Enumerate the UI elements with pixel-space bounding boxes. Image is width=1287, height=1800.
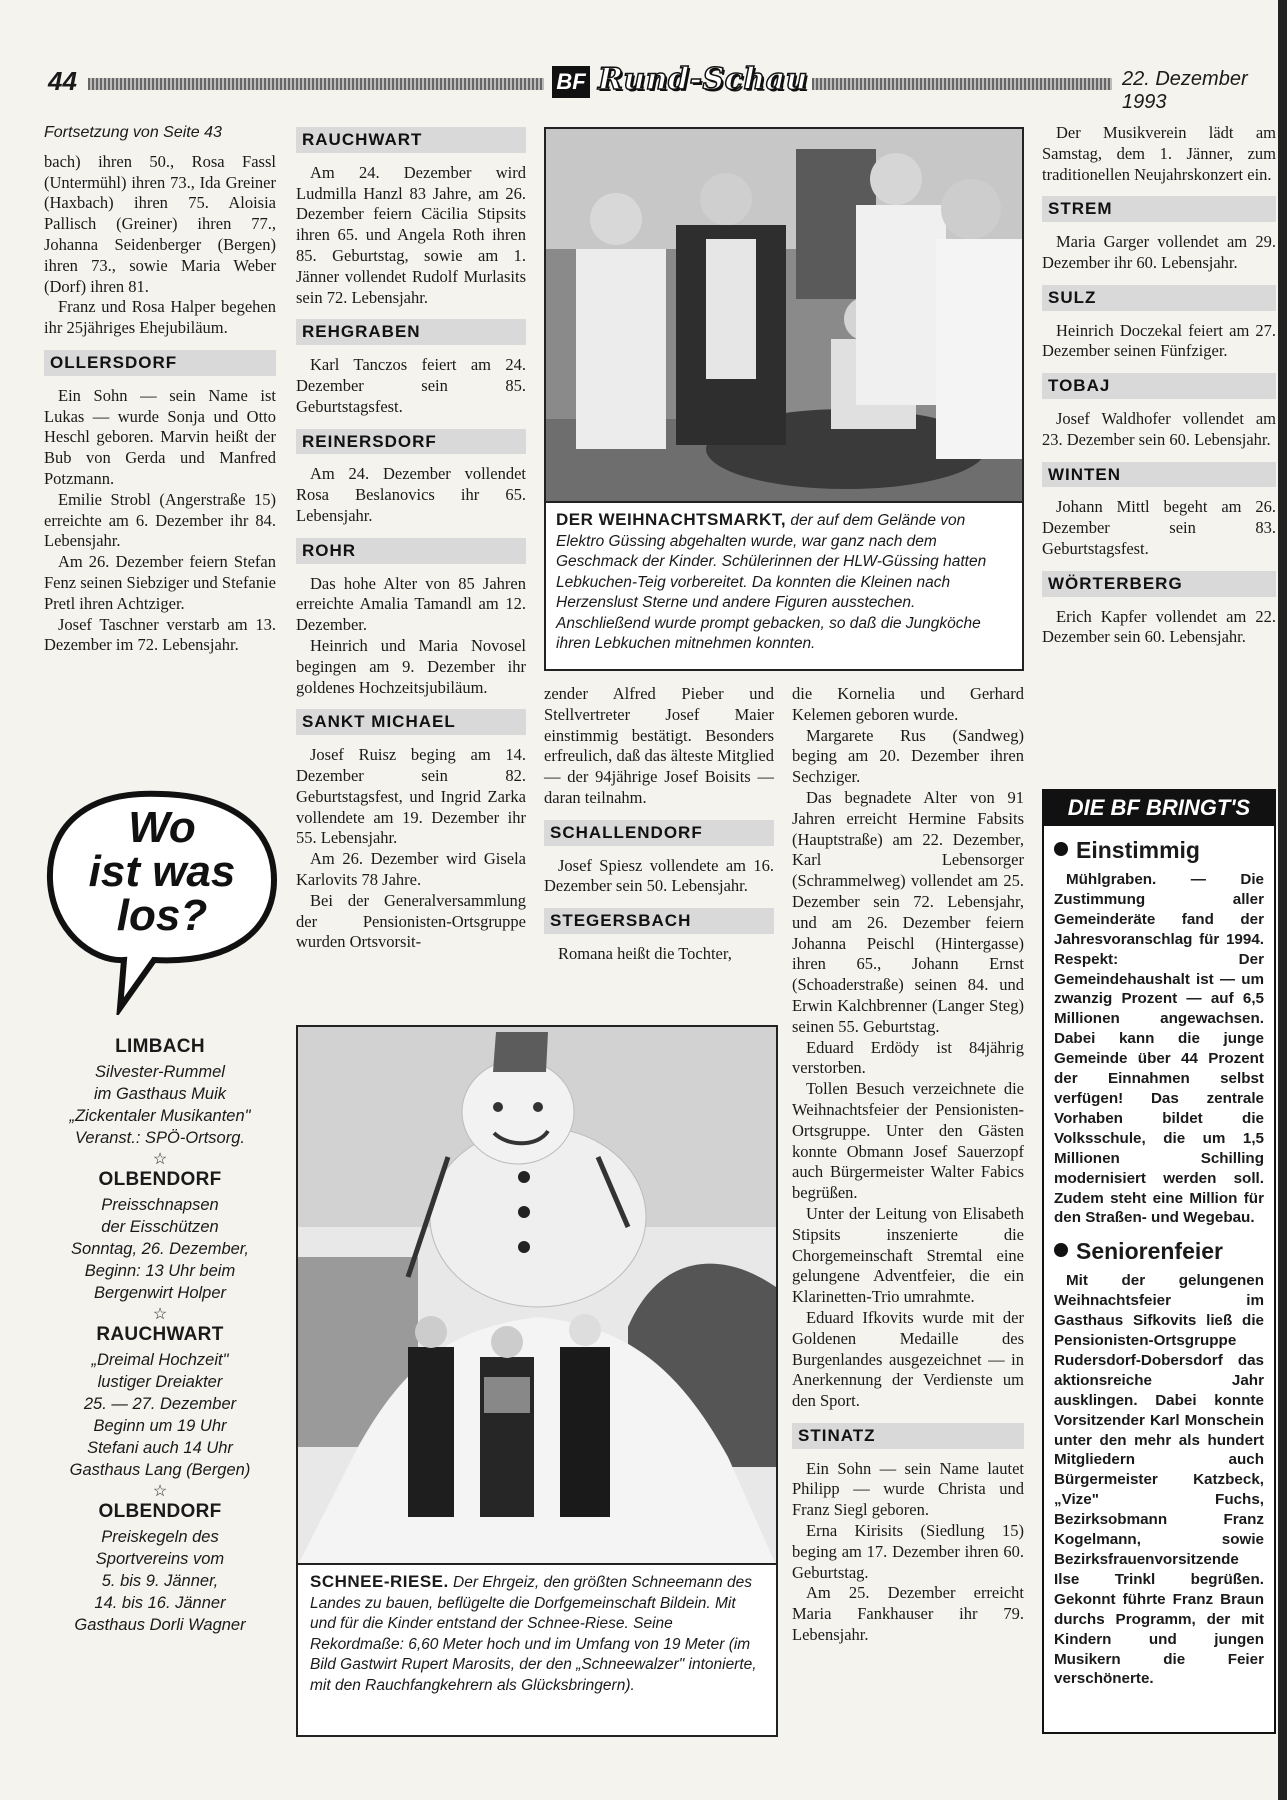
event-line: Sportvereins vom xyxy=(95,1550,225,1568)
article-text: Heinrich Doczekal feiert am 27. Dezember seinen Fünfziger. xyxy=(1042,320,1276,361)
article-text: Unter der Leitung von Elisabeth Stipsits inszenierte die Chorgemeinschaft Stremtal eine gelungene Adventfeier, die ein Klarinetten-Trio umrahmte. xyxy=(792,1203,1024,1307)
section-heading-strem: STREM xyxy=(1042,196,1276,222)
column-1 xyxy=(44,123,276,656)
article-text: Romana heißt die Tochter, xyxy=(558,943,732,963)
article-text: Franz und Rosa Halper begehen ihr 25jähriges Ehejubiläum. xyxy=(44,297,276,338)
photo-snowman-icon xyxy=(298,1027,776,1565)
event-item xyxy=(44,1169,276,1304)
event-line: Beginn um 19 Uhr xyxy=(93,1417,227,1435)
photo-image xyxy=(546,129,1022,503)
photo-image xyxy=(298,1027,776,1565)
column-2 xyxy=(296,119,526,953)
events-list xyxy=(44,1036,276,1636)
event-line: 14. bis 16. Jänner xyxy=(94,1594,226,1612)
article-text: Josef Ruisz beging am 14. Dezember sein 82. Geburtstagsfest, und Ingrid Zarka vollendete am 19. Dezember ihr 55. Lebensjahr. xyxy=(296,745,526,848)
article-text: bach) ihren 50., Rosa Fassl (Untermühl) ihren 73., Ida Greiner (Haxbach) ihren 75. Aloisia Pallisch (Greiner) ihren 77., Johanna Seidenberger (Bergen) ihren 73., sowie Maria Weber (Dorf) ihren 81. xyxy=(44,151,276,296)
event-line: im Gasthaus Muik xyxy=(93,1085,227,1103)
article-text: Am 25. Dezember erreicht Maria Fankhauser ihr 79. Lebensjahr. xyxy=(792,1583,1024,1645)
event-line: lustiger Dreiakter xyxy=(97,1373,223,1391)
article-text: Josef Waldhofer vollendet am 23. Dezember sein 60. Lebensjahr. xyxy=(1042,408,1276,449)
article-text: Ein Sohn — sein Name lautet Philipp — wurde Christa und Franz Siegl geboren. xyxy=(792,1458,1024,1520)
column-5 xyxy=(1042,123,1276,648)
page-header xyxy=(40,62,1280,113)
star-separator-icon: ☆ xyxy=(152,1151,168,1168)
photo-schnee-riese xyxy=(296,1025,778,1737)
box-item-head: Einstimmig xyxy=(1054,835,1264,865)
continuation-note: Fortsetzung von Seite 43 xyxy=(44,124,222,141)
article-text: Josef Taschner verstarb am 13. Dezember im 72. Lebensjahr. xyxy=(44,614,276,655)
caption-text: Der Ehrgeiz, den größten Schneemann des Landes zu bauen, beflügelte die Dorfgemeinschaft Bildein. Mit und für die Kinder entstand der Schnee-Riese. Seine Rekordmaße: 6,60 Meter hoch und im Umfang von 19 Meter (im Bild Gastwirt Rupert Marosits, der den „Schneewalzer" intonierte, mit den Rauchfangkehrern als Glücksbringern). xyxy=(310,1574,757,1694)
article-text: Maria Garger vollendet am 29. Dezember ihr 60. Lebensjahr. xyxy=(1042,232,1276,272)
event-line: Beginn: 13 Uhr beim xyxy=(84,1262,236,1280)
box-item-text: Mit der gelungenen Weihnachtsfeier im Gasthaus Sifkovits ließ die Pensionisten-Ortsgruppe Rudersdorf-Dobersdorf das aktionsreiche Jahr ausklingen. Dabei konnte Vorsitzender Karl Monschein unter den mehr als hundert Mitgliedern auch Bürgermeister Katzbeck, „Vize" Fuchs, Bezirksobmann Franz Kogelmann, sowie Bezirksfrauenvorsitzende Ilse Trinkl begrüßen. Gekonnt führte Franz Braun durchs Programm, der mit Kindern und jungen Musikern die Feier verschönerte. xyxy=(1054,1272,1264,1688)
article-text: Johann Mittl begeht am 26. Dezember sein 83. Geburtstagsfest. xyxy=(1042,497,1276,558)
event-line: Gasthaus Lang (Bergen) xyxy=(69,1461,251,1479)
event-place: OLBENDORF xyxy=(98,1501,222,1522)
box-title: DIE BF BRINGT'S xyxy=(1044,791,1274,826)
event-item xyxy=(44,1036,276,1149)
event-line: Preisschnapsen xyxy=(101,1196,219,1214)
event-item xyxy=(44,1501,276,1636)
article-text: Am 24. Dezember vollendet Rosa Beslanovics ihr 65. Lebensjahr. xyxy=(296,464,526,525)
article-text: Bei der Generalversammlung der Pensionisten-Ortsgruppe wurden Ortsvorsit- xyxy=(296,890,526,952)
event-line: „Dreimal Hochzeit" xyxy=(91,1351,229,1369)
section-heading-tobaj: TOBAJ xyxy=(1042,373,1276,399)
box-item-text: Mühlgraben. — Die Zustimmung aller Gemeinderäte fand der Jahresvoranschlag für 1994. Respekt: Der Gemeindehaushalt ist — um zwanzig Prozent — auf 6,5 Millionen angewachsen. Dabei kann die junge Gemeinde über 44 Prozent der Einnahmen selbst verfügen! Das zentrale Vorhaben bildet die Volksschule, die um 1,5 Millionen Schilling modernisiert werden soll. Zudem steht eine Million für den Straßen- und Wegebau. xyxy=(1054,871,1264,1227)
event-place: RAUCHWART xyxy=(96,1324,224,1345)
page-edge xyxy=(1278,0,1287,1800)
event-line: Bergenwirt Holper xyxy=(93,1284,227,1302)
event-line: der Eisschützen xyxy=(101,1218,219,1236)
bubble-line-2: ist was xyxy=(88,847,236,896)
article-text: Margarete Rus (Sandweg) beging am 20. Dezember ihren Sechziger. xyxy=(792,725,1024,787)
article-text: Am 26. Dezember wird Gisela Karlovits 78 Jahre. xyxy=(296,849,526,889)
article-text: Ein Sohn — sein Name ist Lukas — wurde Sonja und Otto Heschl geboren. Marvin heißt der Bub von Gerda und Manfred Potzmann. xyxy=(44,385,276,488)
bullet-icon xyxy=(1054,842,1068,856)
section-heading-rohr: ROHR xyxy=(296,538,526,564)
star-separator-icon: ☆ xyxy=(152,1306,168,1323)
photo-weihnachtsmarkt xyxy=(544,127,1024,671)
bubble-line-3: los? xyxy=(116,891,208,940)
section-heading-sulz: SULZ xyxy=(1042,285,1276,311)
box-content xyxy=(1044,826,1274,1689)
article-text: Der Musikverein lädt am Samstag, dem 1. Jänner, zum traditionellen Neujahrskonzert ein. xyxy=(1042,123,1276,184)
caption-head: SCHNEE-RIESE. xyxy=(310,1572,449,1591)
event-item xyxy=(44,1324,276,1481)
caption-text: der auf dem Gelände von Elektro Güssing abgehalten wurde, war ganz nach dem Geschmack der Kinder. Schülerinnen der HLW-Güssing hatten Lebkuchen-Teig vorbereitet. Da konnten die Kleinen nach Herzenslust Sterne und andere Figuren ausstechen. Anschließend wurde prompt gebacken, so daß die Jungköche ihren Lebkuchen mitnehmen konnten. xyxy=(556,512,987,652)
section-heading-rauchwart: RAUCHWART xyxy=(296,127,526,153)
box-item-head: Seniorenfeier xyxy=(1054,1236,1264,1266)
article-text: Heinrich und Maria Novosel begingen am 9. Dezember ihr goldenes Hochzeitsjubiläum. xyxy=(296,635,526,697)
bf-logo: BF xyxy=(552,66,590,98)
page-number: 44 xyxy=(48,66,77,96)
section-heading-schallendorf: SCHALLENDORF xyxy=(544,820,774,846)
article-text: Josef Spiesz vollendete am 16. Dezember sein 50. Lebensjahr. xyxy=(544,855,774,896)
article-text: Das begnadete Alter von 91 Jahren erreicht Hermine Fabsits (Hauptstraße) am 22. Dezember, Karl Lebensorger (Schrammelweg) vollendet am 25. Dezember sein 72. Lebensjahr, und am 26. Dezember feiern Johanna Peischl (Hintergasse) ihren 65., Johann Ernst (Schoaderstraße) seinen 84. und Erwin Kalchbrenner (Langer Steg) seinen 55. Geburtstag. xyxy=(792,787,1024,1036)
article-text: Emilie Strobl (Angerstraße 15) erreichte am 6. Dezember ihr 84. Lebensjahr. xyxy=(44,489,276,551)
section-title: Rund-Schau xyxy=(598,62,808,97)
column-3 xyxy=(544,684,774,965)
event-line: Silvester-Rummel xyxy=(95,1063,225,1081)
bullet-icon xyxy=(1054,1243,1068,1257)
bubble-line-1: Wo xyxy=(128,803,196,852)
article-text: Eduard Ifkovits wurde mit der Goldenen Medaille des Burgenlandes ausgezeichnet — in Anerkennung der Verdienste um den Sport. xyxy=(792,1307,1024,1411)
photo-bakery-scene-icon xyxy=(546,129,1022,503)
section-heading-reinersdorf: REINERSDORF xyxy=(296,429,526,455)
section-heading-stegersbach: STEGERSBACH xyxy=(544,908,774,934)
photo-caption xyxy=(546,503,1022,655)
section-heading-winten: WINTEN xyxy=(1042,462,1276,488)
event-line: Gasthaus Dorli Wagner xyxy=(74,1616,246,1634)
star-separator-icon: ☆ xyxy=(152,1483,168,1500)
header-rule-left xyxy=(88,78,544,90)
section-heading-stinatz: STINATZ xyxy=(792,1423,1024,1449)
issue-date: 22. Dezember 1993 xyxy=(1122,68,1248,113)
article-text: zender Alfred Pieber und Stellvertreter Josef Maier einstimmig bestätigt. Besonders erfreulich, daß das älteste Mitglied — der 94jährige Josef Boisits — daran teilnahm. xyxy=(544,684,774,807)
caption-head: DER WEIHNACHTSMARKT, xyxy=(556,510,787,529)
event-line: Preiskegeln des xyxy=(101,1528,219,1546)
article-text: Karl Tanczos feiert am 24. Dezember sein 85. Geburtstagsfest. xyxy=(296,355,526,416)
column-4 xyxy=(792,684,1024,1646)
wo-ist-was-los-bubble xyxy=(42,780,282,1015)
section-heading-woerterberg: WÖRTERBERG xyxy=(1042,571,1276,597)
article-text: Am 26. Dezember feiern Stefan Fenz seinen Siebziger und Stefanie Pretl ihren Achtziger. xyxy=(44,552,276,613)
article-text: Erich Kapfer vollendet am 22. Dezember sein 60. Lebensjahr. xyxy=(1042,606,1276,647)
bf-bringts-box xyxy=(1042,789,1276,1734)
event-line: Stefani auch 14 Uhr xyxy=(87,1439,233,1457)
section-heading-rehgraben: REHGRABEN xyxy=(296,319,526,345)
photo-caption xyxy=(298,1565,776,1696)
event-line: „Zickentaler Musikanten" xyxy=(69,1107,251,1125)
event-line: 25. — 27. Dezember xyxy=(83,1395,237,1413)
section-heading-ollersdorf: OLLERSDORF xyxy=(44,350,276,376)
article-text: Am 24. Dezember wird Ludmilla Hanzl 83 Jahre, am 26. Dezember feiern Cäcilia Stipsits ihren 65. und Angela Roth ihren 85. Geburtstag, sowie am 1. Jänner vollendet Rudolf Murlasits sein 72. Lebensjahr. xyxy=(296,162,526,307)
event-line: Sonntag, 26. Dezember, xyxy=(71,1240,249,1258)
event-line: 5. bis 9. Jänner, xyxy=(101,1572,219,1590)
event-place: LIMBACH xyxy=(115,1036,205,1057)
header-rule-right xyxy=(812,78,1112,90)
article-text: Eduard Erdödy ist 84jährig verstorben. xyxy=(792,1037,1024,1078)
section-heading-sankt-michael: SANKT MICHAEL xyxy=(296,709,526,735)
article-text: die Kornelia und Gerhard Kelemen geboren wurde. xyxy=(792,684,1024,724)
article-text: Erna Kirisits (Siedlung 15) beging am 17. Dezember ihren 60. Geburtstag. xyxy=(792,1521,1024,1582)
event-line: Veranst.: SPÖ-Ortsorg. xyxy=(75,1129,245,1147)
article-text: Das hohe Alter von 85 Jahren erreichte Amalia Tamandl am 12. Dezember. xyxy=(296,573,526,635)
article-text: Tollen Besuch verzeichnete die Weihnachtsfeier der Pensionisten-Ortsgruppe. Unter den Gästen konnte Obmann Josef Sauerzopf auch Bürgermeister Walter Fabics begrüßen. xyxy=(792,1079,1024,1203)
event-place: OLBENDORF xyxy=(98,1169,222,1190)
